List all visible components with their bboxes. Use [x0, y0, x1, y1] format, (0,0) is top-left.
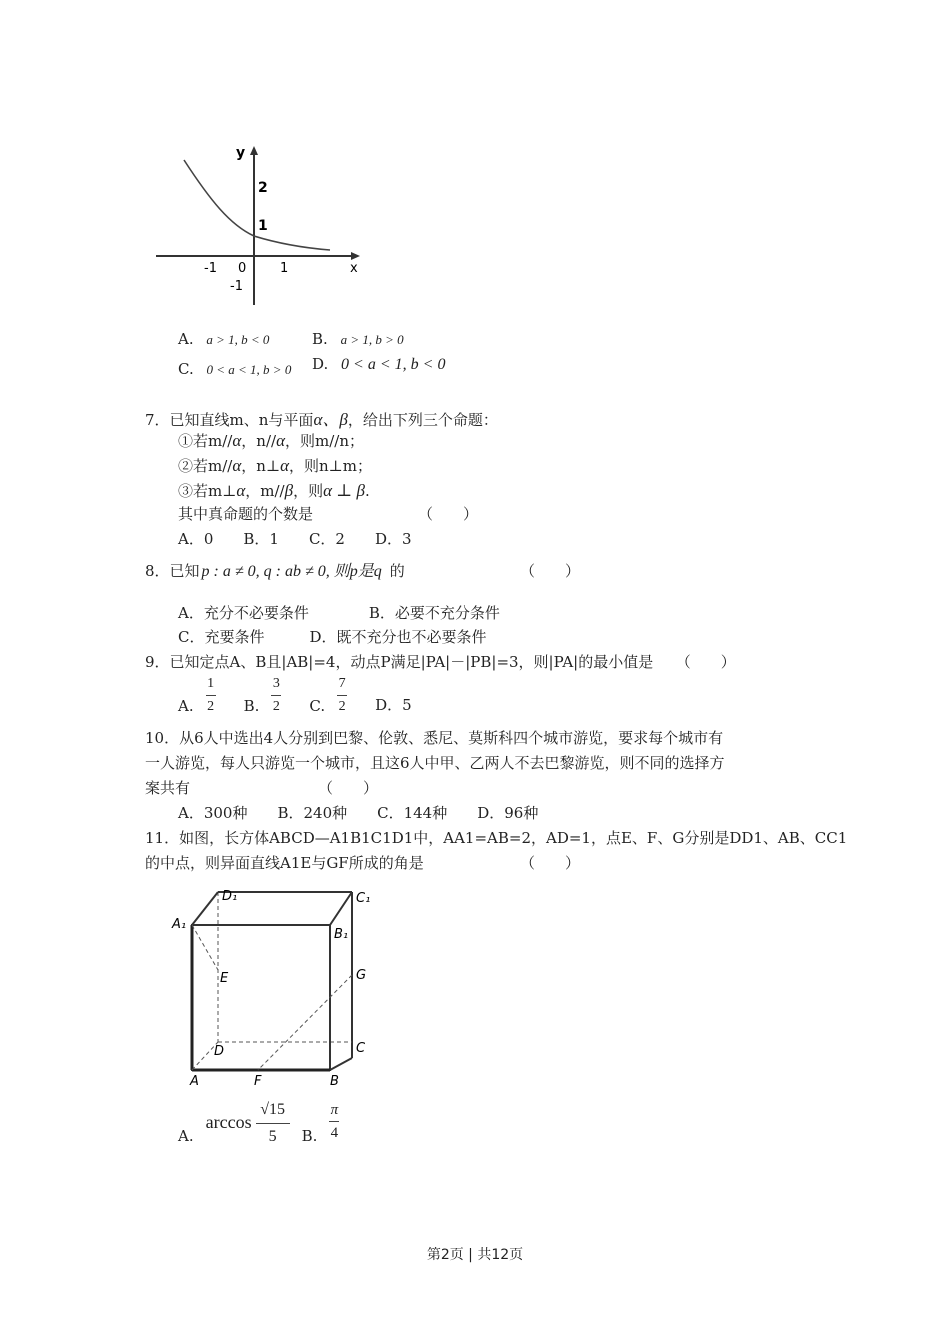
q9-stem: 9．已知定点A、B且|AB|=4，动点P满足|PA|－|PB|=3，则|PA|的最小值是 （ ）	[145, 653, 736, 671]
q11-frac-b: $\frac{\pi}{4}$	[330, 1102, 339, 1141]
q10-line-1: 10．从6人中选出4人分别到巴黎、伦敦、悉尼、莫斯科四个城市游览，要求每个城市有	[145, 729, 724, 747]
segment-gf	[258, 975, 352, 1070]
label-g: G	[356, 968, 367, 983]
x-axis-arrow	[351, 252, 360, 260]
q9-options: A. $\frac{1}{2}$ B. $\frac{3}{2}$ C. $\frac{7}{2}$ D．5	[178, 676, 412, 715]
y-axis-arrow	[250, 146, 258, 155]
q11-frac-a: $\frac{√15}{5}$	[256, 1100, 290, 1147]
q7-proposition-2: ②若m//α，n⊥α，则n⊥m；	[178, 456, 372, 475]
edge-b1c1	[330, 892, 352, 925]
label-e: E	[220, 971, 229, 986]
q10-options: A．300种 B．240种 C．144种 D．96种	[178, 804, 539, 822]
label-c1: C₁	[356, 891, 371, 906]
q6-option-d: D. 0 < a < 1, b < 0	[312, 355, 446, 373]
q9-frac-b: $\frac{3}{2}$	[272, 676, 280, 714]
tick-0: 0	[238, 261, 247, 276]
page-footer: 第2页 | 共12页	[426, 1247, 524, 1263]
x-axis-label: x	[350, 261, 358, 276]
q11-answer-paren: （ ）	[520, 854, 581, 872]
tick-neg1-y: -1	[230, 279, 243, 294]
exponential-graph	[150, 140, 365, 310]
q7-proposition-1: ①若m//α，n//α，则m//n；	[178, 431, 364, 450]
tick-1-x: 1	[280, 261, 289, 276]
q10-answer-paren: （ ）	[318, 779, 379, 797]
q11-options: A. arccos $\frac{√15}{5}$ B. $\frac{\pi}{4}$	[178, 1101, 339, 1145]
q8-options-cd: C．充要条件 D．既不充分也不必要条件	[178, 628, 487, 646]
q7-question: 其中真命题的个数是	[178, 505, 314, 523]
edge-a1d1	[192, 892, 218, 925]
q7-answer-paren: （ ）	[418, 505, 479, 523]
cuboid-figure	[170, 880, 380, 1090]
tick-neg1-x: -1	[204, 261, 217, 276]
q7-options: A．0 B．1 C．2 D．3	[178, 530, 412, 548]
label-c: C	[356, 1041, 366, 1056]
curve	[184, 160, 330, 250]
label-f: F	[254, 1074, 262, 1089]
arccos-func: arccos	[205, 1112, 252, 1132]
q6-option-a: A. a > 1, b < 0	[178, 330, 270, 348]
q10-line-3: 案共有	[145, 779, 191, 797]
q7-proposition-3: ③若m⊥α，m//β，则α ⊥ β.	[178, 481, 370, 500]
q6-option-b: B. a > 1, b > 0	[312, 330, 404, 348]
label-b: B	[330, 1074, 339, 1089]
q9-frac-a: $\frac{1}{2}$	[207, 676, 215, 714]
tick-1: 1	[258, 218, 268, 234]
edge-bc	[330, 1058, 352, 1070]
q6-option-c: C. 0 < a < 1, b > 0	[178, 360, 292, 378]
label-a: A	[190, 1074, 199, 1089]
q7-stem: 7．已知直线m、n与平面α、β，给出下列三个命题：	[145, 410, 498, 429]
label-d: D	[214, 1044, 225, 1059]
q8-stem: 8．已知 p : a ≠ 0, q : ab ≠ 0, 则p是q 的	[145, 562, 405, 580]
q11-line-1: 11．如图，长方体ABCD—A1B1C1D1中，AA1=AB=2，AD=1，点E、F、G分别是DD1、AB、CC1	[145, 829, 848, 847]
q8-options-ab: A．充分不必要条件 B．必要不充分条件	[178, 604, 500, 622]
label-d1: D₁	[222, 889, 238, 904]
q8-answer-paren: （ ）	[520, 562, 581, 580]
segment-a1e	[192, 925, 218, 970]
label-b1: B₁	[334, 927, 349, 942]
tick-2: 2	[258, 180, 268, 196]
y-axis-label: y	[236, 145, 246, 161]
q9-frac-c: $\frac{7}{2}$	[338, 676, 346, 714]
q11-line-2: 的中点，则异面直线A1E与GF所成的角是	[145, 854, 424, 872]
q10-line-2: 一人游览，每人只游览一个城市，且这6人中甲、乙两人不去巴黎游览，则不同的选择方	[145, 754, 725, 772]
label-a1: A₁	[172, 917, 187, 932]
